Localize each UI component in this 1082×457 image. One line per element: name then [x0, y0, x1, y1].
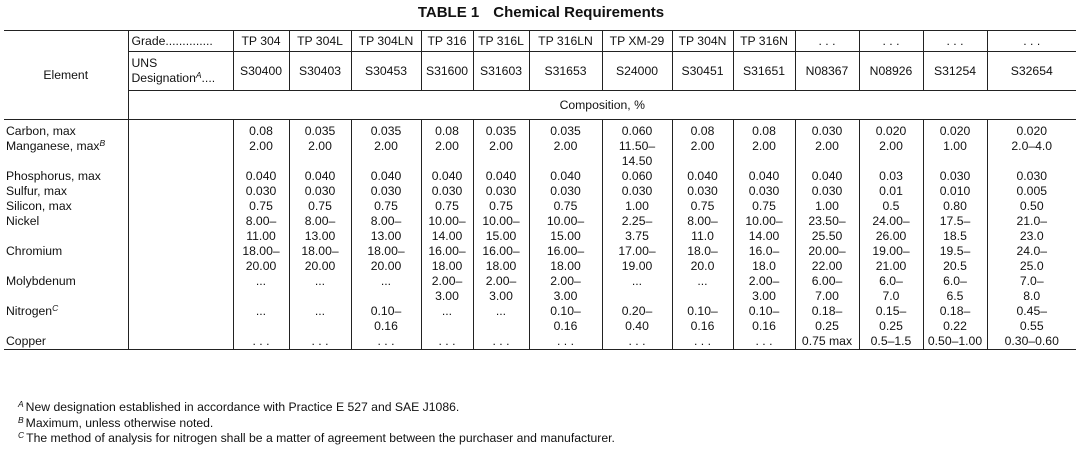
value-cell: 0.030 [289, 184, 351, 199]
element-name [4, 139, 128, 169]
blank-cell [128, 244, 233, 274]
blank-cell [128, 169, 233, 184]
value-cell: 2.00 [233, 139, 289, 169]
value-cell: 0.75 [421, 199, 473, 214]
value-cell: 0.5–1.5 [859, 334, 923, 350]
uns-footnote-mark: A [195, 70, 202, 80]
table-body [4, 31, 1076, 350]
composition-header-row [4, 91, 1076, 120]
value-cell: 0.040 [795, 169, 859, 184]
element-name-text: Copper [6, 334, 46, 348]
grade-cell: TP 316LN [529, 31, 602, 52]
value-cell: 0.10– 0.16 [733, 304, 795, 334]
value-cell: 0.030 [233, 184, 289, 199]
value-cell: 2.00– 3.00 [733, 274, 795, 304]
value-cell: 0.75 max [795, 334, 859, 350]
value-cell: 2.00 [473, 139, 529, 169]
value-cell: 18.0– 20.0 [672, 244, 733, 274]
value-cell: 1.00 [923, 139, 987, 169]
value-cell: 18.00– 20.00 [351, 244, 421, 274]
grade-cell: TP XM-29 [602, 31, 672, 52]
uns-cell: S31651 [733, 52, 795, 91]
value-cell: 18.00– 20.00 [233, 244, 289, 274]
uns-cell: S30451 [672, 52, 733, 91]
value-cell: . . . [421, 334, 473, 350]
value-cell: 0.010 [923, 184, 987, 199]
uns-cell: S24000 [602, 52, 672, 91]
value-cell: 0.030 [795, 184, 859, 199]
element-name [4, 214, 128, 244]
value-cell: ... [602, 274, 672, 304]
value-cell: 19.00– 21.00 [859, 244, 923, 274]
value-cell: 2.25– 3.75 [602, 214, 672, 244]
value-cell: 2.00 [859, 139, 923, 169]
element-name [4, 244, 128, 274]
grade-cell: . . . [987, 31, 1076, 52]
value-cell: 2.00 [733, 139, 795, 169]
value-cell: 0.18– 0.25 [795, 304, 859, 334]
grade-cell: . . . [859, 31, 923, 52]
element-name [4, 274, 128, 304]
element-name-text: Molybdenum [6, 274, 76, 288]
uns-cell: S30403 [289, 52, 351, 91]
value-cell: 0.040 [529, 169, 602, 184]
element-name [4, 184, 128, 199]
element-name [4, 334, 128, 350]
value-cell: 0.035 [351, 120, 421, 140]
uns-cell: N08926 [859, 52, 923, 91]
value-cell: 20.00– 22.00 [795, 244, 859, 274]
value-cell: 1.00 [602, 199, 672, 214]
value-cell: 0.10– 0.16 [529, 304, 602, 334]
value-cell: 19.5– 20.5 [923, 244, 987, 274]
value-cell: . . . [473, 334, 529, 350]
value-cell: 0.50 [987, 199, 1076, 214]
value-cell: 0.030 [672, 184, 733, 199]
blank-cell [128, 274, 233, 304]
uns-cell: S31254 [923, 52, 987, 91]
table-caption: Chemical Requirements [493, 4, 665, 21]
grade-cell: TP 316 [421, 31, 473, 52]
value-cell: 0.18– 0.22 [923, 304, 987, 334]
value-cell: ... [289, 274, 351, 304]
footnote-mark: C [52, 304, 59, 313]
table-row [4, 139, 1076, 169]
footnotes [18, 400, 615, 447]
grade-cell: TP 316N [733, 31, 795, 52]
value-cell: 0.45– 0.55 [987, 304, 1076, 334]
value-cell: 0.035 [289, 120, 351, 140]
blank-cell [128, 214, 233, 244]
value-cell: ... [289, 304, 351, 334]
element-name [4, 169, 128, 184]
value-cell: 0.040 [672, 169, 733, 184]
table-row [4, 304, 1076, 334]
value-cell: 2.0–4.0 [987, 139, 1076, 169]
value-cell: 0.030 [421, 184, 473, 199]
value-cell: 0.50–1.00 [923, 334, 987, 350]
value-cell: 0.08 [672, 120, 733, 140]
table-row [4, 274, 1076, 304]
value-cell: ... [233, 304, 289, 334]
value-cell: 10.00– 14.00 [733, 214, 795, 244]
blank-cell [128, 139, 233, 169]
value-cell: 6.0– 6.5 [923, 274, 987, 304]
grade-label: Grade.............. [128, 31, 233, 52]
value-cell: 16.00– 18.00 [473, 244, 529, 274]
value-cell: 11.50– 14.50 [602, 139, 672, 169]
footnote [18, 416, 615, 432]
value-cell: 16.00– 18.00 [529, 244, 602, 274]
value-cell: 0.30–0.60 [987, 334, 1076, 350]
value-cell: 0.040 [473, 169, 529, 184]
value-cell: 0.80 [923, 199, 987, 214]
value-cell: 0.5 [859, 199, 923, 214]
table-row [4, 120, 1076, 140]
element-name-text: Sulfur, max [6, 184, 67, 198]
value-cell: 0.75 [733, 199, 795, 214]
value-cell: 0.035 [529, 120, 602, 140]
footnote-letter: A [18, 399, 24, 409]
value-cell: 0.020 [859, 120, 923, 140]
element-name-text: Carbon, max [6, 124, 76, 138]
uns-cell: S31653 [529, 52, 602, 91]
value-cell: 0.060 [602, 120, 672, 140]
grade-cell: TP 304 [233, 31, 289, 52]
value-cell: 2.00 [529, 139, 602, 169]
value-cell: 0.020 [923, 120, 987, 140]
table-row [4, 199, 1076, 214]
value-cell: 0.030 [923, 169, 987, 184]
grade-cell: TP 304N [672, 31, 733, 52]
value-cell: ... [351, 274, 421, 304]
value-cell: 0.040 [351, 169, 421, 184]
uns-cell: S30453 [351, 52, 421, 91]
element-name-text: Phosphorus, max [6, 169, 101, 183]
value-cell: 0.10– 0.16 [672, 304, 733, 334]
table-number: TABLE 1 [417, 4, 480, 21]
uns-cell: S32654 [987, 52, 1076, 91]
value-cell: 0.030 [602, 184, 672, 199]
footnote-text: New designation established in accordance with Practice E 527 and SAE J1086. [25, 400, 460, 414]
value-cell: 0.75 [351, 199, 421, 214]
element-name-text: Silicon, max [6, 199, 72, 213]
element-name [4, 199, 128, 214]
value-cell: 0.08 [233, 120, 289, 140]
value-cell: 2.00– 3.00 [473, 274, 529, 304]
value-cell: 8.00– 11.00 [233, 214, 289, 244]
value-cell: ... [233, 274, 289, 304]
footnote-letter: C [18, 430, 25, 440]
footnote [18, 431, 615, 447]
uns-cell: S31600 [421, 52, 473, 91]
value-cell: 0.75 [529, 199, 602, 214]
grade-header-row [4, 31, 1076, 52]
value-cell: . . . [529, 334, 602, 350]
value-cell: 0.030 [733, 184, 795, 199]
element-name [4, 304, 128, 334]
value-cell: 0.75 [473, 199, 529, 214]
value-cell: 0.020 [987, 120, 1076, 140]
value-cell: 21.0– 23.0 [987, 214, 1076, 244]
value-cell: 16.00– 18.00 [421, 244, 473, 274]
table-row [4, 334, 1076, 350]
value-cell: 0.030 [473, 184, 529, 199]
value-cell: 8.00– 13.00 [351, 214, 421, 244]
table-title [0, 4, 1082, 26]
value-cell: 0.030 [529, 184, 602, 199]
value-cell: 18.00– 20.00 [289, 244, 351, 274]
footnote-text: Maximum, unless otherwise noted. [25, 415, 214, 430]
value-cell: 0.060 [602, 169, 672, 184]
value-cell: 10.00– 15.00 [529, 214, 602, 244]
uns-label [128, 52, 233, 91]
value-cell: 0.08 [421, 120, 473, 140]
uns-cell: S30400 [233, 52, 289, 91]
element-name-text: Manganese, max [6, 139, 100, 153]
element-header: Element [4, 31, 128, 120]
value-cell: 0.10– 0.16 [351, 304, 421, 334]
value-cell: 0.75 [672, 199, 733, 214]
value-cell: 0.040 [421, 169, 473, 184]
value-cell: 2.00 [289, 139, 351, 169]
value-cell: 0.75 [289, 199, 351, 214]
value-cell: 6.0– 7.0 [859, 274, 923, 304]
value-cell: 8.00– 13.00 [289, 214, 351, 244]
table-row [4, 244, 1076, 274]
grade-cell: TP 304LN [351, 31, 421, 52]
value-cell: 0.20– 0.40 [602, 304, 672, 334]
element-name-text: Nitrogen [6, 304, 53, 318]
element-name [4, 120, 128, 140]
element-name-text: Nickel [6, 214, 40, 228]
table-row [4, 184, 1076, 199]
value-cell: 0.030 [351, 184, 421, 199]
value-cell: 0.030 [987, 169, 1076, 184]
value-cell: 2.00– 3.00 [421, 274, 473, 304]
value-cell: 0.15– 0.25 [859, 304, 923, 334]
value-cell: 2.00 [795, 139, 859, 169]
grade-cell: TP 304L [289, 31, 351, 52]
uns-label-suffix: .... [201, 71, 216, 85]
uns-label-text: UNS Designation [131, 56, 196, 85]
value-cell: 0.08 [733, 120, 795, 140]
table-row [4, 214, 1076, 244]
chemical-requirements-table [4, 30, 1076, 350]
footnote-text: The method of analysis for nitrogen shall be a matter of agreement between the purchaser and manufacturer. [26, 431, 615, 445]
value-cell: 0.040 [233, 169, 289, 184]
value-cell: 10.00– 14.00 [421, 214, 473, 244]
value-cell: 17.00– 19.00 [602, 244, 672, 274]
value-cell: 16.0– 18.0 [733, 244, 795, 274]
value-cell: 0.030 [795, 120, 859, 140]
blank-cell [128, 304, 233, 334]
value-cell: . . . [351, 334, 421, 350]
footnote-letter: B [18, 414, 24, 425]
value-cell: ... [473, 304, 529, 334]
value-cell: 0.75 [233, 199, 289, 214]
value-cell: 1.00 [795, 199, 859, 214]
value-cell: 0.040 [733, 169, 795, 184]
footnote [18, 400, 615, 416]
value-cell: . . . [672, 334, 733, 350]
value-cell: 10.00– 15.00 [473, 214, 529, 244]
value-cell: ... [672, 274, 733, 304]
footnote-mark: B [99, 139, 106, 148]
uns-cell: S31603 [473, 52, 529, 91]
value-cell: 24.0– 25.0 [987, 244, 1076, 274]
table-row [4, 169, 1076, 184]
value-cell: 0.040 [289, 169, 351, 184]
grade-cell: . . . [795, 31, 859, 52]
value-cell: 6.00– 7.00 [795, 274, 859, 304]
blank-cell [128, 120, 233, 140]
blank-cell [128, 334, 233, 350]
value-cell: 7.0– 8.0 [987, 274, 1076, 304]
uns-cell: N08367 [795, 52, 859, 91]
uns-header-row [4, 52, 1076, 91]
value-cell: 2.00– 3.00 [529, 274, 602, 304]
value-cell: 0.035 [473, 120, 529, 140]
value-cell: . . . [733, 334, 795, 350]
value-cell: 17.5– 18.5 [923, 214, 987, 244]
blank-cell [128, 184, 233, 199]
element-name-text: Chromium [6, 244, 63, 258]
value-cell: 2.00 [672, 139, 733, 169]
value-cell: 2.00 [421, 139, 473, 169]
value-cell: 0.01 [859, 184, 923, 199]
value-cell: ... [421, 304, 473, 334]
composition-header: Composition, % [128, 91, 1076, 120]
value-cell: . . . [602, 334, 672, 350]
blank-cell [128, 199, 233, 214]
value-cell: 2.00 [351, 139, 421, 169]
value-cell: 0.03 [859, 169, 923, 184]
value-cell: . . . [233, 334, 289, 350]
value-cell: . . . [289, 334, 351, 350]
grade-cell: TP 316L [473, 31, 529, 52]
grade-cell: . . . [923, 31, 987, 52]
value-cell: 24.00– 26.00 [859, 214, 923, 244]
value-cell: 23.50– 25.50 [795, 214, 859, 244]
value-cell: 0.005 [987, 184, 1076, 199]
value-cell: 8.00– 11.0 [672, 214, 733, 244]
